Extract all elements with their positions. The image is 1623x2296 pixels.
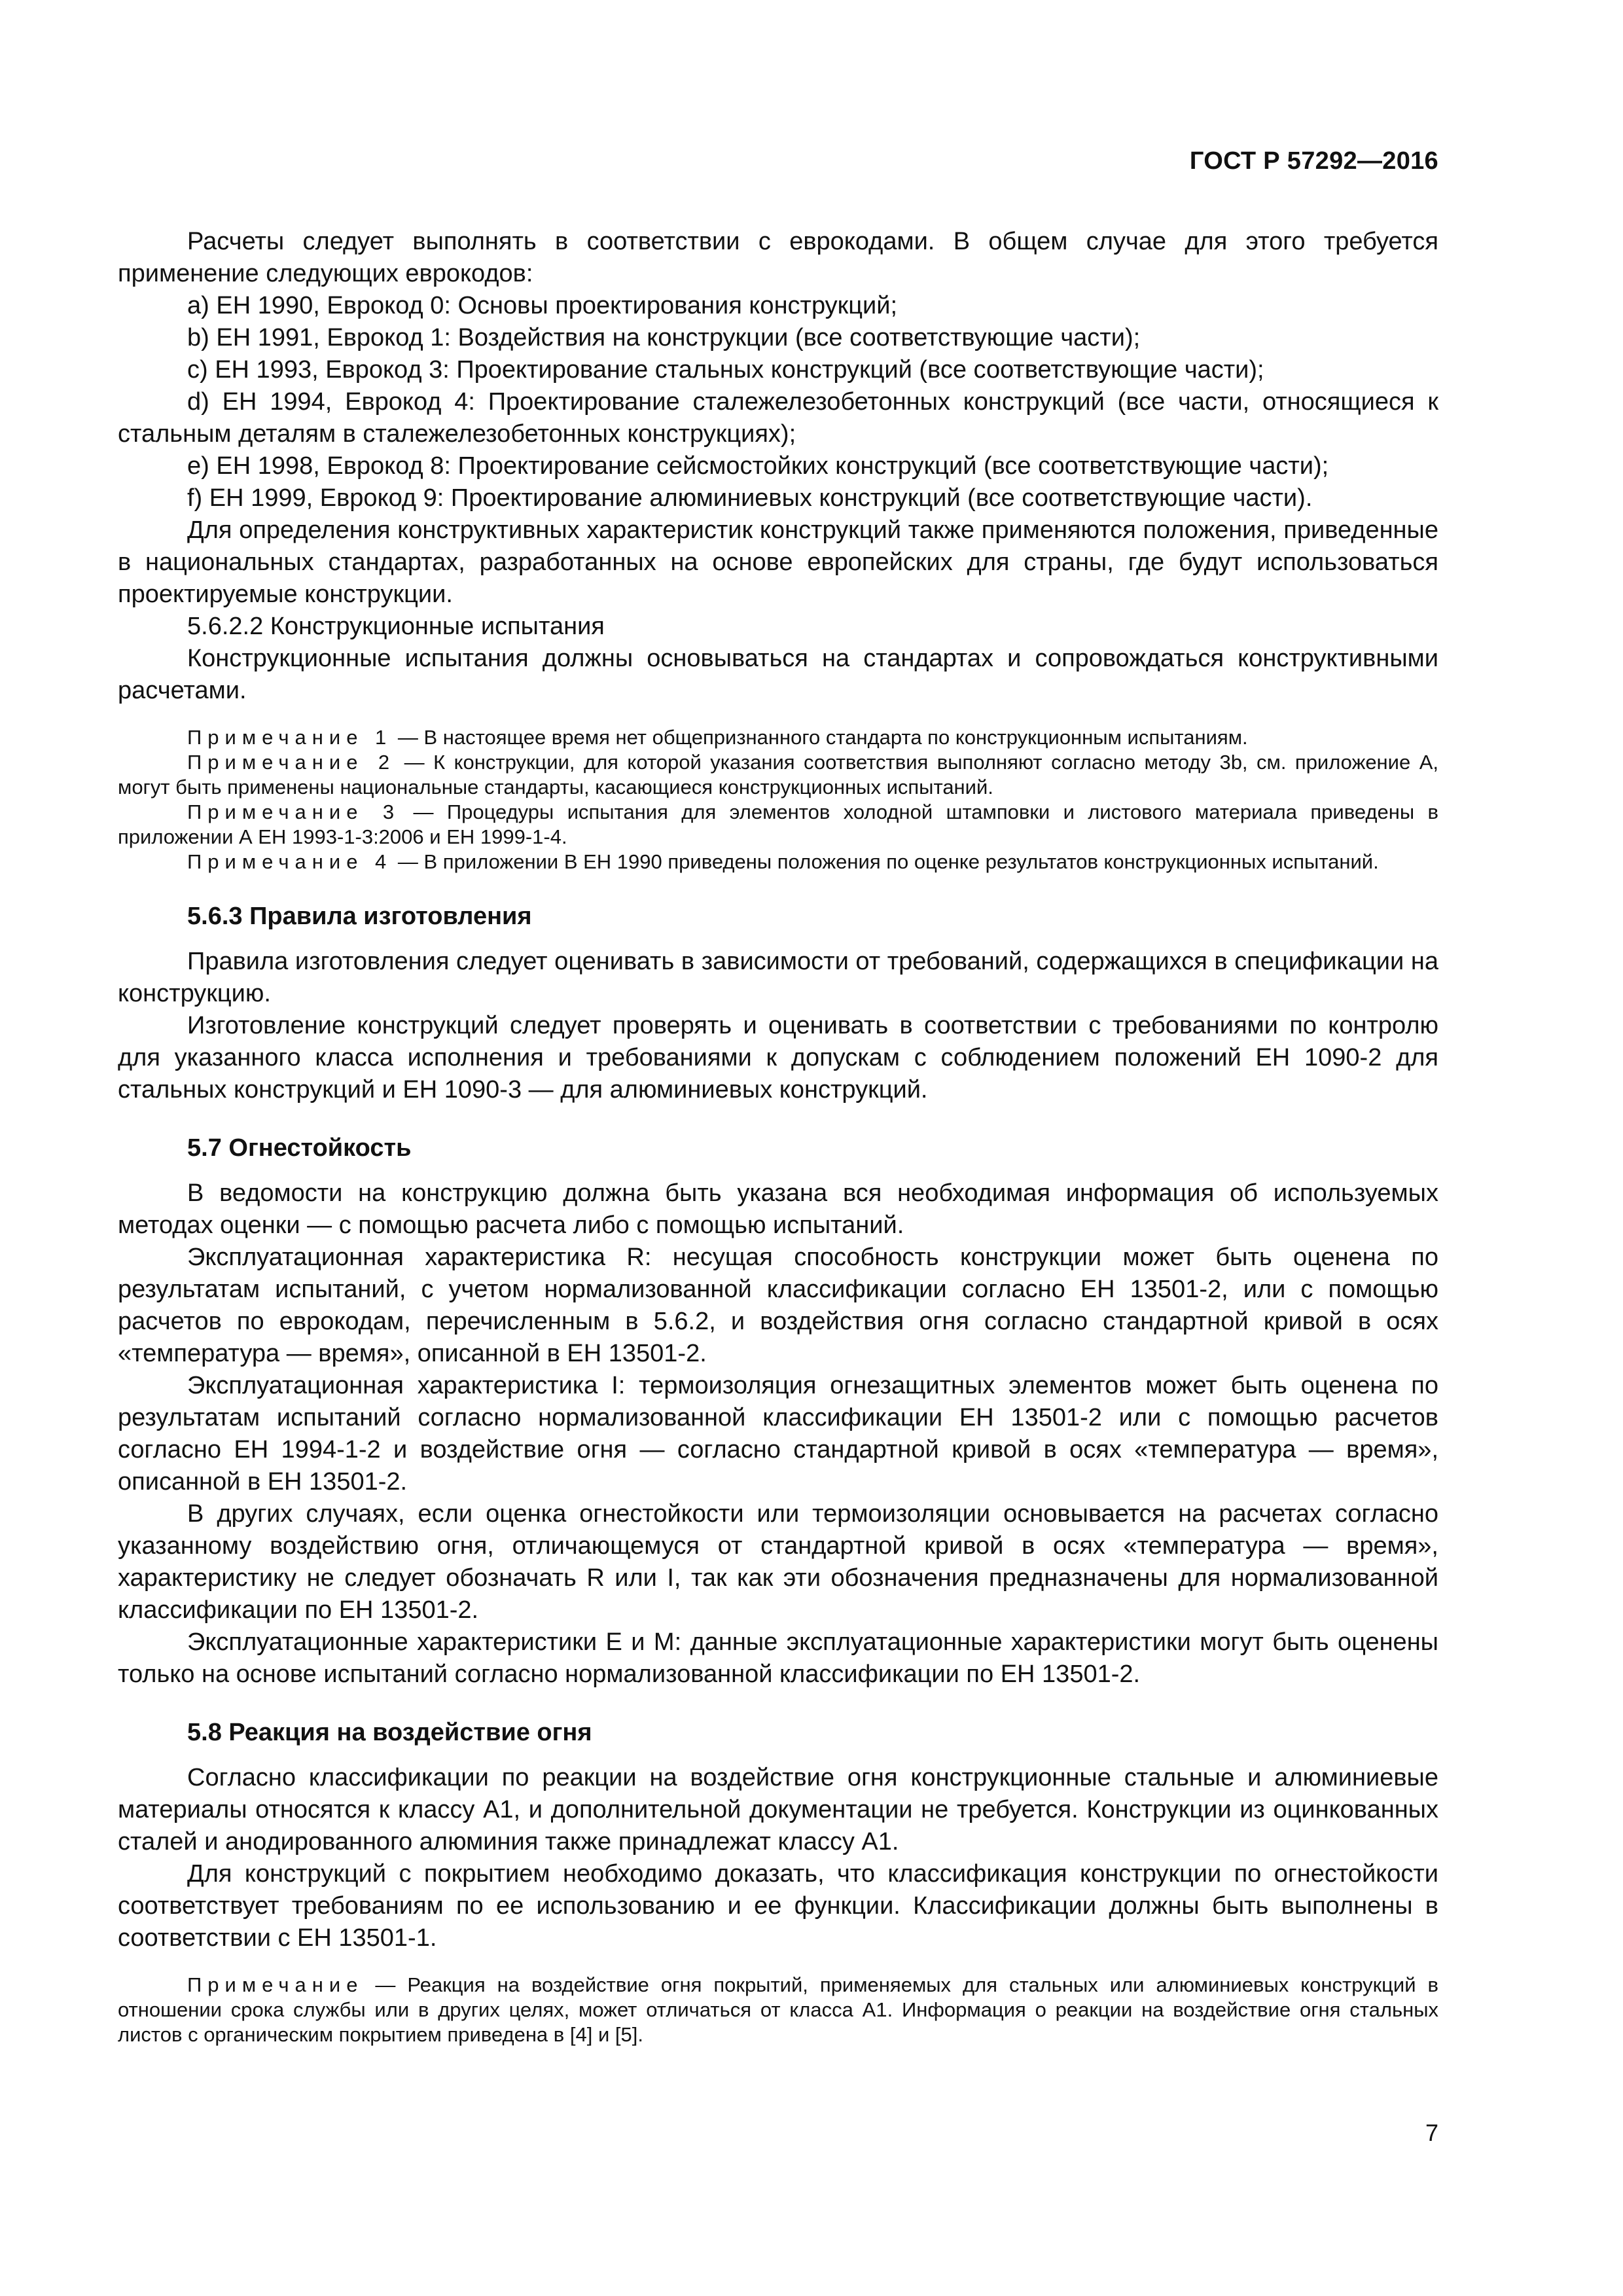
paragraph-57-5: Эксплуатационные характеристики Е и М: данные эксплуатационные характеристики могут быть оценены только на основе испытаний согласно нормализованной классификации по ЕН 13501-2.: [118, 1628, 1438, 1688]
note-label: Примечание 3: [187, 800, 401, 823]
note-4: [118, 850, 1438, 874]
paragraph-563-2: Изготовление конструкций следует проверять и оценивать в соответствии с требованиями по контролю для указанного класса исполнения и требованиями к допускам с соблюдением положений ЕН 1090-2 для стальных конструкций и ЕН 1090-3 — для алюминиевых конструкций.: [118, 1012, 1438, 1103]
notes-block-fire-reaction: [118, 1973, 1438, 2047]
note-text: — В настоящее время нет общепризнанного стандарта по конструкционным испытаниям.: [392, 726, 1248, 749]
note-label: Примечание 4: [187, 850, 393, 873]
note-2: [118, 750, 1438, 800]
note-text: — Реакция на воздействие огня покрытий, применяемых для стальных или алюминиевых конструкций в отношении срока службы или в других целях, может отличаться от класса А1. Информация о реакции на воздействие огня стальных листов с органическим покрытием приведена в [4] и [5].: [118, 1973, 1438, 2046]
section-heading-58: 5.8 Реакция на воздействие огня: [187, 1719, 592, 1746]
note-text: — К конструкции, для которой указания соответствия выполняют согласно методу 3b, см. приложение А, могут быть применены национальные стандарты, касающиеся конструкционных испытаний.: [118, 751, 1438, 798]
section-heading-563: 5.6.3 Правила изготовления: [187, 903, 532, 930]
note-label: Примечание: [187, 1973, 364, 1996]
paragraph-57-2: Эксплуатационная характеристика R: несущая способность конструкции может быть оценена по результатам испытаний, с учетом нормализованной классификации согласно ЕН 13501-2, или с помощью расчетов по еврокодам, перечисленным в 5.6.2, и воздействия огня согласно стандартной кривой в осях «температура — время», описанной в ЕН 13501-2.: [118, 1244, 1438, 1367]
list-item-f: f) ЕН 1999, Еврокод 9: Проектирование алюминиевых конструкций (все соответствующие части).: [187, 484, 1313, 512]
paragraph-eurocodes-intro: Расчеты следует выполнять в соответствии с еврокодами. В общем случае для этого требуется применение следующих еврокодов:: [118, 228, 1438, 287]
list-item-c: c) ЕН 1993, Еврокод 3: Проектирование стальных конструкций (все соответствующие части);: [187, 356, 1264, 384]
note-label: Примечание 1: [187, 726, 393, 749]
list-item-d: d) ЕН 1994, Еврокод 4: Проектирование сталежелезобетонных конструкций (все части, относящиеся к стальным деталям в сталежелезобетонных конструкциях);: [118, 388, 1438, 448]
subsection-heading-5622: 5.6.2.2 Конструкционные испытания: [187, 613, 605, 640]
note-1: [118, 725, 1438, 750]
list-item-a: a) ЕН 1990, Еврокод 0: Основы проектирования конструкций;: [187, 292, 898, 319]
paragraph-57-4: В других случаях, если оценка огнестойкости или термоизоляции основывается на расчетах согласно указанному воздействию огня, отличающемуся от стандартной кривой в осях «температура — время», характеристику не следует обозначать R или I, так как эти обозначения предназначены для нормализованной классификации по ЕН 13501-2.: [118, 1500, 1438, 1624]
note-fire-reaction: [118, 1973, 1438, 2047]
note-label: Примечание 2: [187, 751, 396, 774]
note-text: — Процедуры испытания для элементов холодной штамповки и листового материала приведены в приложении А ЕН 1993-1-3:2006 и ЕН 1999-1-4.: [118, 800, 1438, 848]
page-number: 7: [1425, 2119, 1438, 2146]
paragraph-structural-tests: Конструкционные испытания должны основываться на стандартах и сопровождаться конструктивными расчетами.: [118, 645, 1438, 704]
paragraph-58-1: Согласно классификации по реакции на воздействие огня конструкционные стальные и алюминиевые материалы относятся к классу А1, и дополнительной документации не требуется. Конструкции из оцинкованных сталей и анодированного алюминия также принадлежат классу А1.: [118, 1764, 1438, 1856]
note-text: — В приложении В ЕН 1990 приведены положения по оценке результатов конструкционных испытаний.: [392, 850, 1379, 873]
section-heading-57: 5.7 Огнестойкость: [187, 1134, 412, 1162]
paragraph-57-3: Эксплуатационная характеристика I: термоизоляция огнезащитных элементов может быть оценена по результатам испытаний согласно нормализованной классификации ЕН 13501-2 или с помощью расчетов согласно ЕН 1994-1-2 и воздействие огня — согласно стандартной кривой в осях «температура — время», описанной в ЕН 13501-2.: [118, 1372, 1438, 1496]
paragraph-national-standards: Для определения конструктивных характеристик конструкций также применяются положения, приведенные в национальных стандартах, разработанных на основе европейских для страны, где будут использоваться проектируемые конструкции.: [118, 516, 1438, 608]
notes-block-structural-tests: [118, 725, 1438, 874]
paragraph-57-1: В ведомости на конструкцию должна быть указана вся необходимая информация об используемых методах оценки — с помощью расчета либо с помощью испытаний.: [118, 1179, 1438, 1239]
document-code-header: ГОСТ Р 57292—2016: [1189, 147, 1438, 175]
note-3: [118, 800, 1438, 850]
list-item-b: b) ЕН 1991, Еврокод 1: Воздействия на конструкции (все соответствующие части);: [187, 324, 1141, 351]
page-content: [118, 226, 1438, 2047]
paragraph-58-2: Для конструкций с покрытием необходимо доказать, что классификация конструкции по огнестойкости соответствует требованиям по ее использованию и ее функции. Классификации должны быть выполнены в соответствии с ЕН 13501-1.: [118, 1860, 1438, 1952]
list-item-e: e) ЕН 1998, Еврокод 8: Проектирование сейсмостойких конструкций (все соответствующие части);: [187, 452, 1329, 480]
paragraph-563-1: Правила изготовления следует оценивать в зависимости от требований, содержащихся в спецификации на конструкцию.: [118, 948, 1438, 1007]
